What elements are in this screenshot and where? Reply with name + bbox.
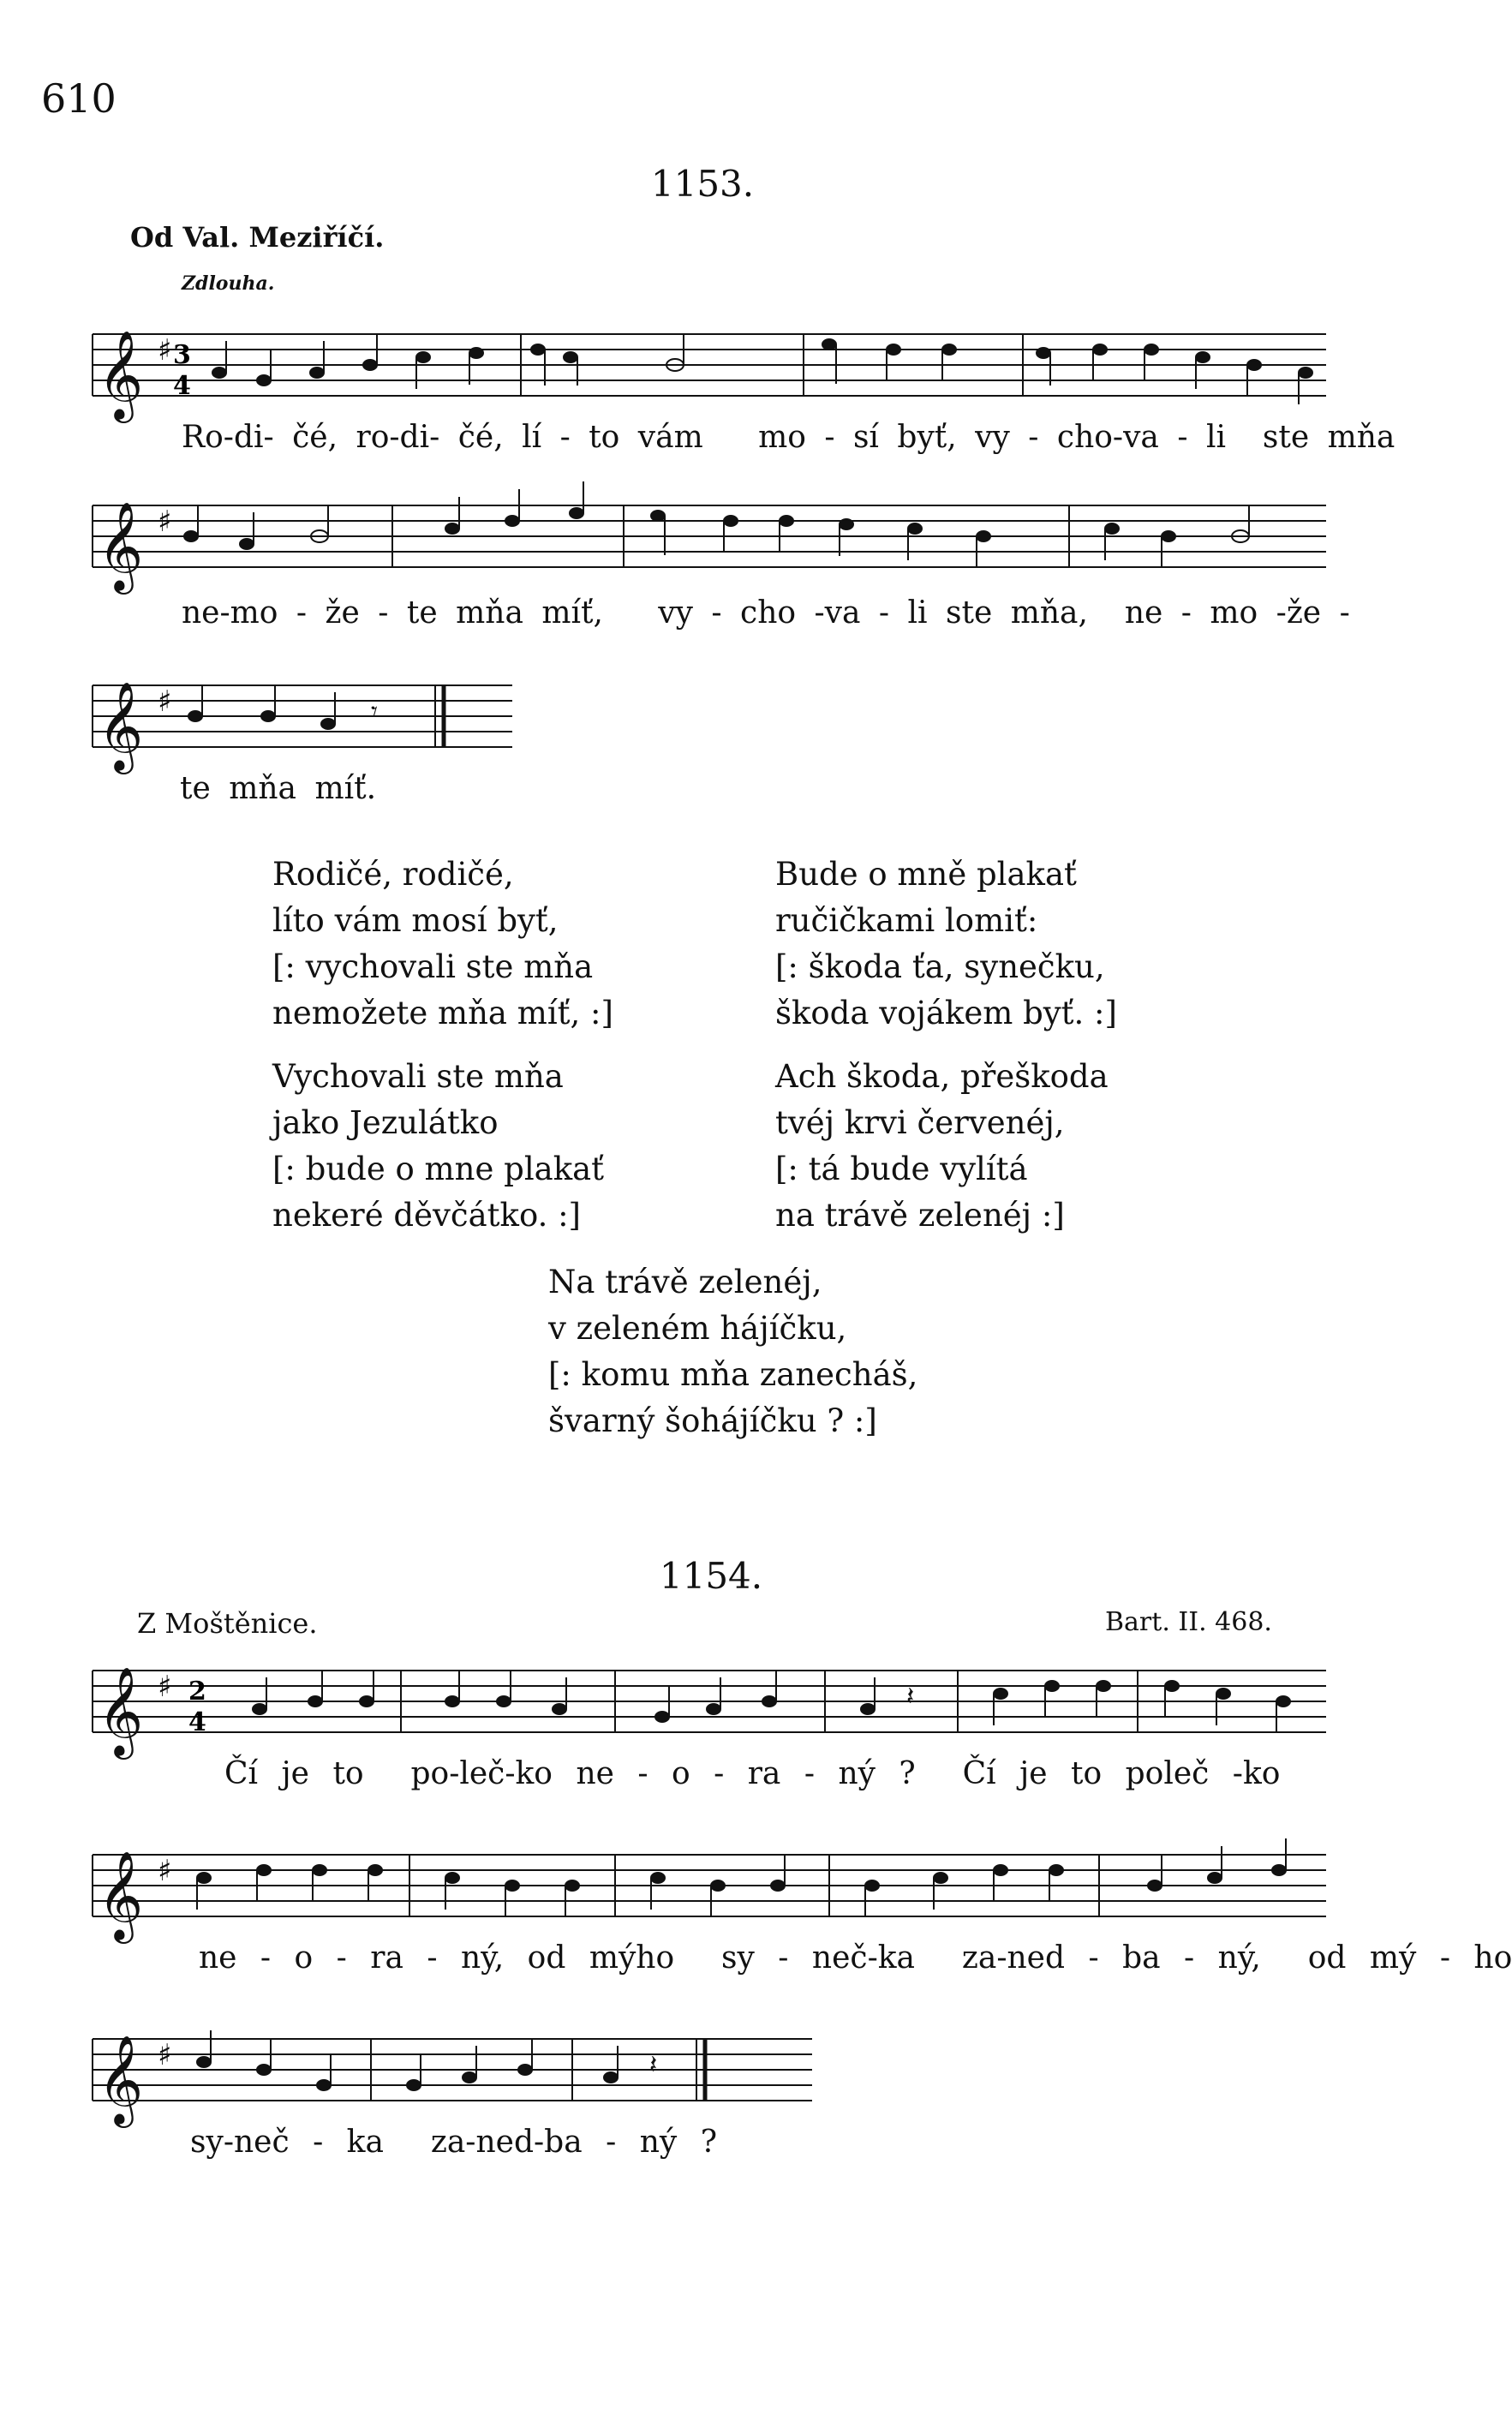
svg-text:𝄾: 𝄾 [371, 696, 378, 726]
key-sharp-icon: ♯ [158, 1670, 172, 1704]
lyrics-line: te mňa míť. [180, 771, 377, 806]
treble-clef-icon [98, 2035, 143, 2128]
song-number: 1154. [659, 1555, 763, 1597]
key-sharp-icon: ♯ [158, 2038, 172, 2072]
lyrics-line: ne-mo - že - te mňa míť, vy - cho -va - li ste mňa, ne - mo -že - [182, 595, 1350, 631]
tempo-marking: Zdlouha. [182, 272, 275, 295]
stanza: Bude o mně plakať ručičkami lomiť: [: škoda ťa, synečku, škoda vojákem byť. :] Ach škoda, přeškoda tvéj krvi červenéj, [: tá bude vylítá na trávě zelenéj :] [775, 856, 1117, 1234]
treble-clef-icon [98, 681, 143, 774]
lyrics-line: Ro-di- čé, ro-di- čé, lí - to vám mo - sí byť, vy - cho-va - li ste mňa [182, 420, 1395, 455]
treble-clef-icon [98, 1666, 143, 1760]
key-sharp-icon: ♯ [158, 1854, 172, 1888]
music-staff [93, 480, 1326, 608]
music-staff [93, 2013, 829, 2142]
key-sharp-icon: ♯ [158, 333, 172, 368]
song-origin: Z Moštěnice. [137, 1607, 318, 1640]
music-staff [93, 308, 1326, 437]
svg-text:𝄽: 𝄽 [649, 2050, 658, 2080]
treble-clef-icon [98, 330, 143, 423]
svg-text:𝄞: 𝄞 [98, 501, 144, 591]
treble-clef-icon [98, 501, 143, 595]
svg-text:𝄞: 𝄞 [98, 681, 144, 771]
time-sig-top: 2 [188, 1677, 206, 1707]
treble-clef-icon [98, 1850, 143, 1944]
stanza: Na trávě zelenéj, v zeleném hájíčku, [: komu mňa zanecháš, švarný šohájíčku ? :] [548, 1264, 918, 1439]
svg-text:𝄞: 𝄞 [98, 330, 144, 420]
time-sig-top: 3 [173, 340, 191, 370]
svg-text:𝄞: 𝄞 [98, 1850, 144, 1940]
svg-text:𝄞: 𝄞 [98, 2035, 144, 2125]
svg-text:𝄞: 𝄞 [98, 1666, 144, 1756]
stanza: Rodičé, rodičé, líto vám mosí byť, [: vychovali ste mňa nemožete mňa míť, :] Vychovali ste mňa jako Jezulátko [: bude o mne plakať nekeré děvčátko. :] [272, 856, 613, 1234]
lyrics-line: sy-neč - ka za-ned-ba - ný ? [190, 2125, 718, 2160]
music-staff [93, 660, 521, 788]
svg-text:𝄽: 𝄽 [906, 1682, 915, 1712]
lyrics-line: ne - o - ra - ný, od mýho sy - neč-ka za-ned - ba - ný, od mý - ho [199, 1940, 1512, 1976]
time-sig-bottom: 4 [173, 371, 191, 401]
music-staff [93, 1829, 1326, 1958]
key-sharp-icon: ♯ [158, 505, 172, 539]
song-number: 1153. [650, 163, 755, 205]
music-staff [93, 1645, 1326, 1773]
time-sig-bottom: 4 [188, 1707, 206, 1737]
song-origin: Od Val. Meziříčí. [130, 221, 385, 254]
page-number: 610 [41, 75, 117, 122]
key-sharp-icon: ♯ [158, 684, 172, 719]
lyrics-line: Čí je to po-leč-ko ne - o - ra - ný ? Čí je to poleč -ko [224, 1756, 1281, 1791]
source-reference: Bart. II. 468. [1105, 1607, 1272, 1637]
